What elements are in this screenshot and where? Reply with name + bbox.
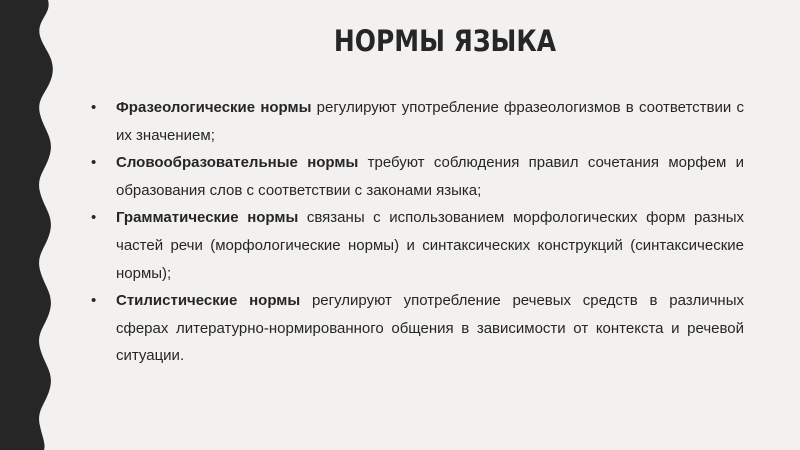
item-term: Грамматические нормы [116, 209, 299, 227]
item-text: требуют соблюдения правил сочетания морфем и образования слов с соответствии с законами языка; [116, 154, 745, 199]
list-item [91, 204, 744, 287]
list-item [91, 287, 744, 370]
item-text: регулируют употребление фразеологизмов в соответствии с их значением; [116, 99, 744, 144]
bullet-icon: • [91, 292, 97, 310]
decorative-wavy-edge [0, 0, 90, 450]
bullet-icon: • [91, 154, 97, 172]
slide-title: НОРМЫ ЯЗЫКА [333, 24, 557, 58]
item-term: Стилистические нормы [116, 292, 301, 310]
bullet-icon: • [91, 99, 97, 116]
item-term: Фразеологические нормы [116, 99, 312, 116]
list-item [91, 149, 745, 204]
item-text: связаны с использованием морфологических форм разных частей речи (морфологические нормы) и синтаксических конструкций (синтаксические нормы); [116, 209, 744, 282]
list-item [91, 94, 744, 149]
norms-list [91, 94, 745, 370]
bullet-icon: • [91, 209, 97, 227]
item-text: регулируют употребление речевых средств в различных сферах литературно-нормированного общения в зависимости от контекста и речевой ситуации. [116, 292, 744, 365]
item-term: Словообразовательные нормы [116, 154, 359, 172]
